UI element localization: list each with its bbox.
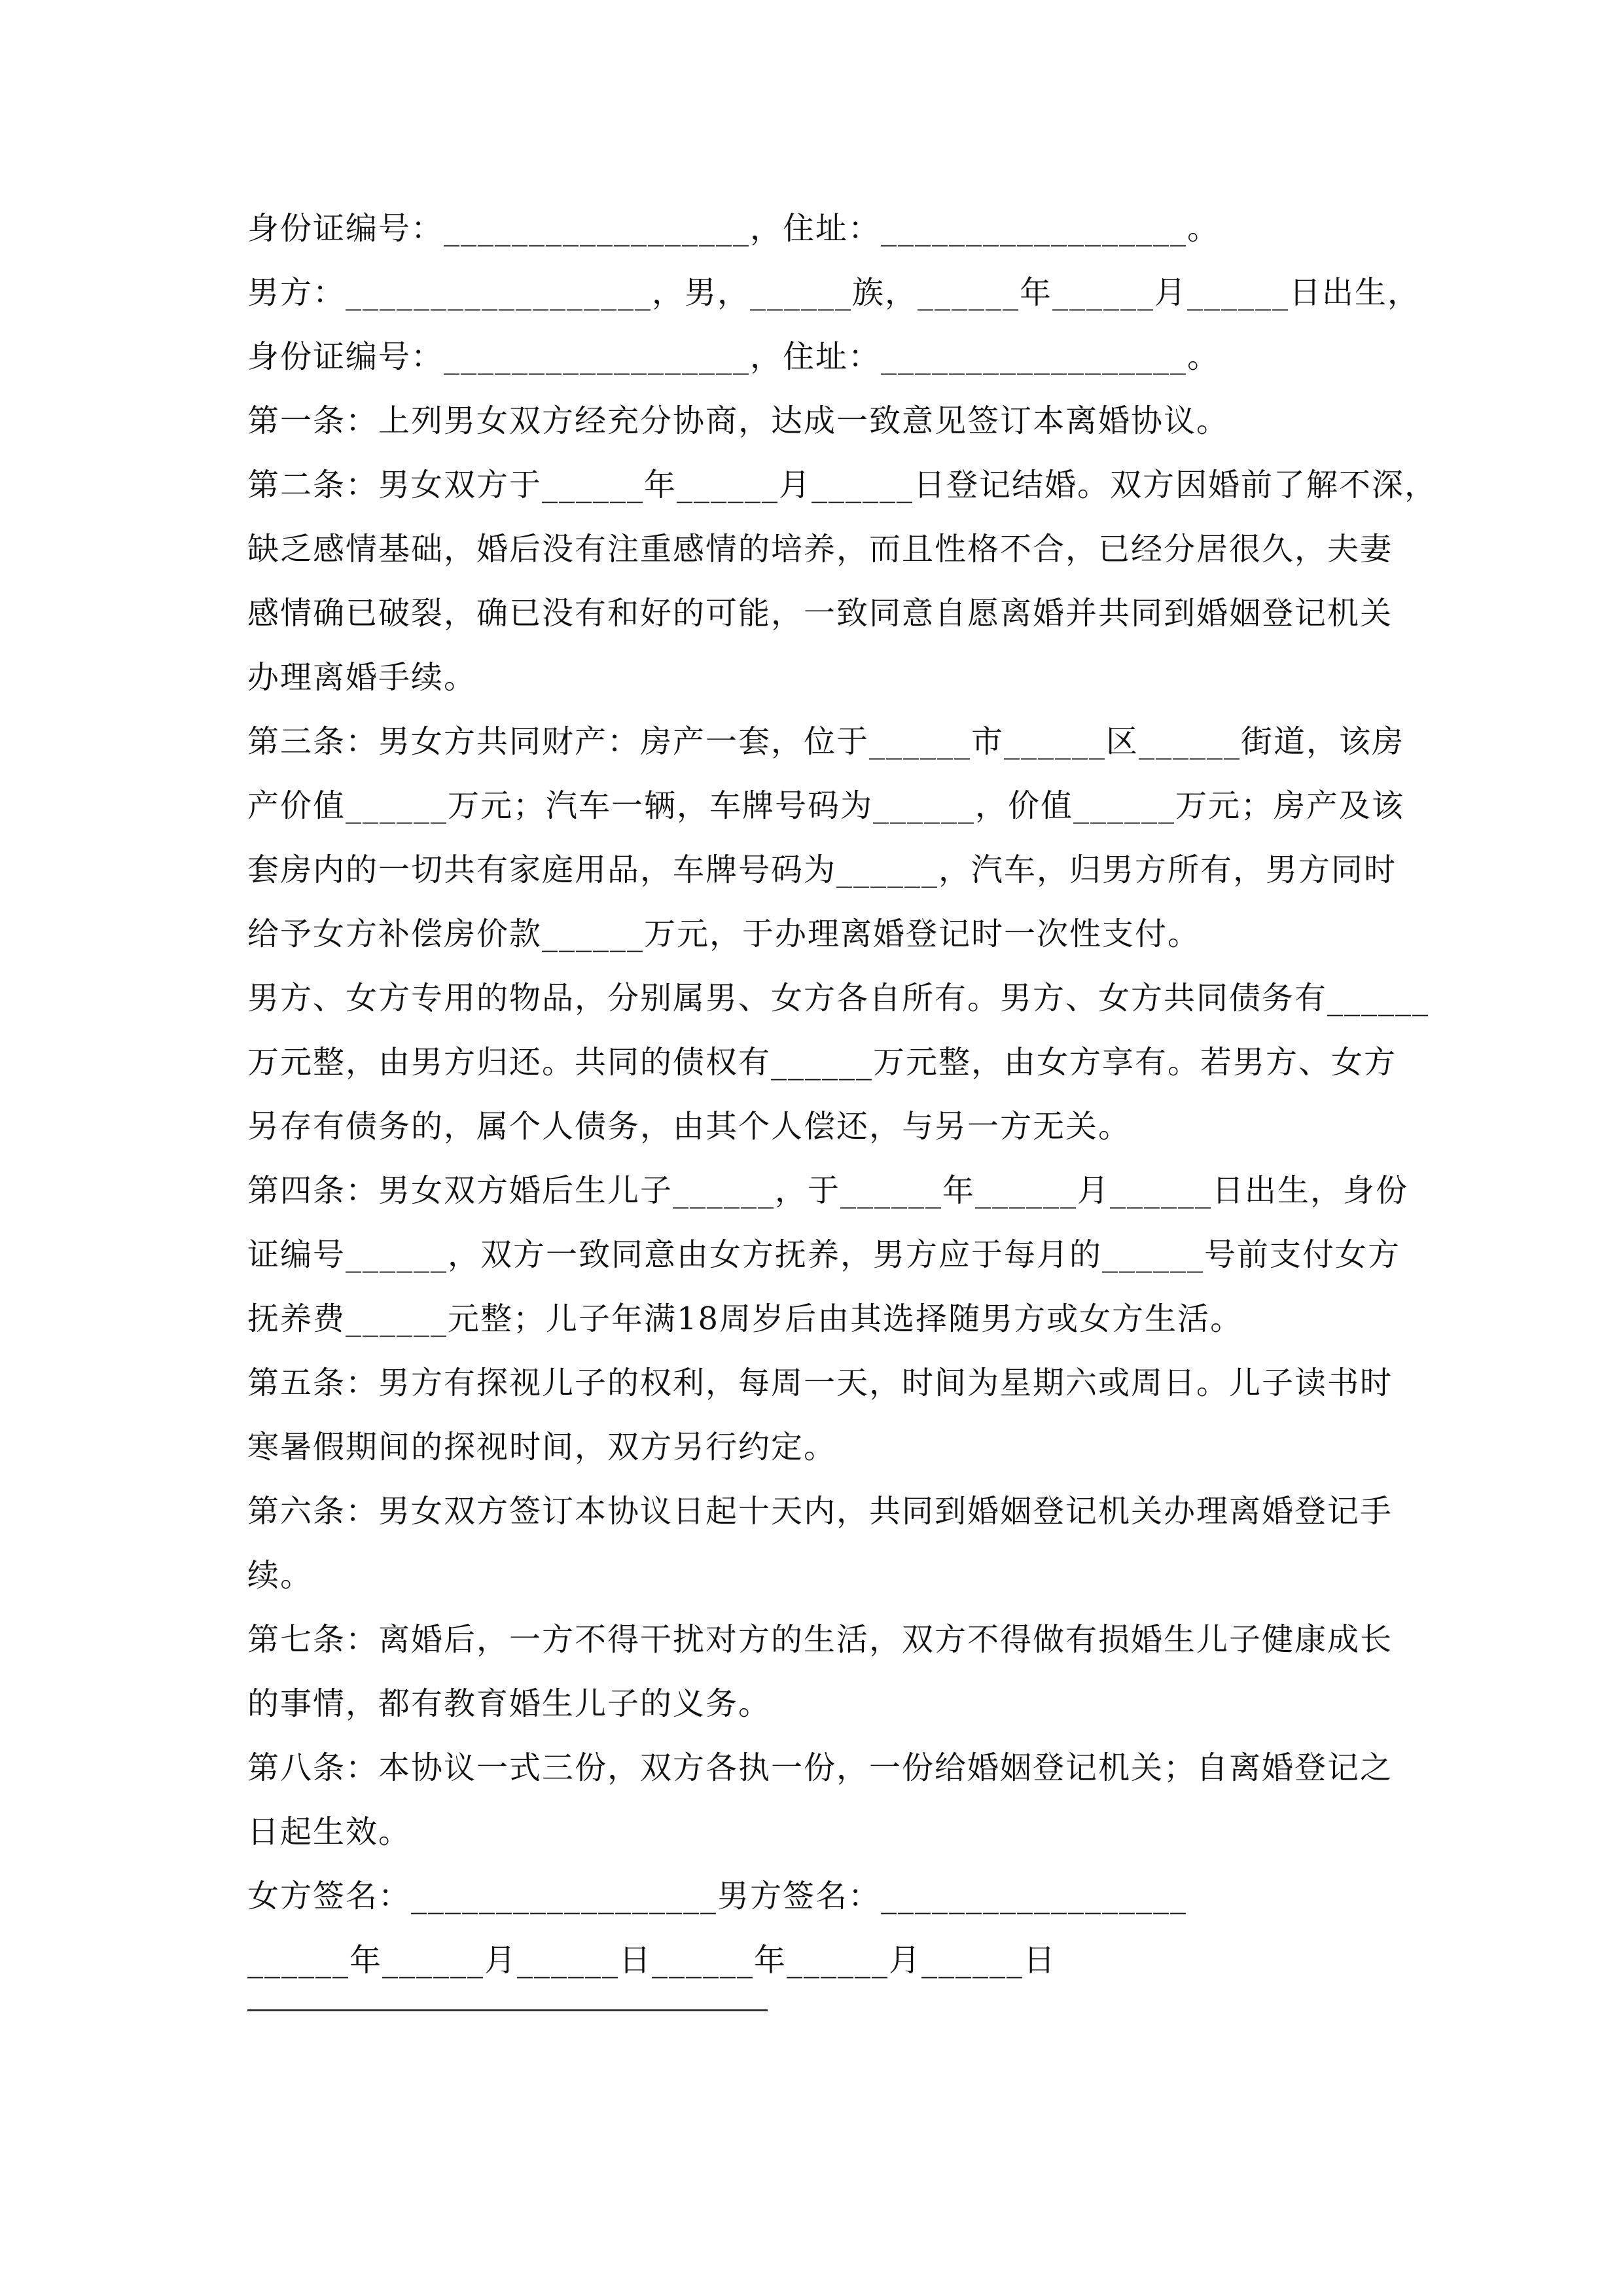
text-line: 万元整，由男方归还。共同的债权有______万元整，由女方享有。若男方、女方 xyxy=(247,1044,1397,1081)
text-line: 日起生效。 xyxy=(247,1814,412,1850)
article-1: 第一条：上列男女双方经充分协商，达成一致意见签订本离婚协议。 xyxy=(247,403,1230,439)
article-2: 第二条：男女双方于______年______月______日登记结婚。双方因婚前了解不深， xyxy=(247,467,1438,503)
article-7: 第七条：离婚后，一方不得干扰对方的生活，双方不得做有损婚生儿子健康成长 xyxy=(247,1621,1393,1658)
text-line: 给予女方补偿房价款______万元，于办理离婚登记时一次性支付。 xyxy=(247,916,1201,952)
article-6: 第六条：男女双方签订本协议日起十天内，共同到婚姻登记机关办理离婚登记手 xyxy=(247,1493,1393,1530)
text-line: 续。 xyxy=(247,1557,313,1594)
text-line: 男方、女方专用的物品，分别属男、女方各自所有。男方、女方共同债务有______ xyxy=(247,980,1430,1016)
date-line: ______年______月______日______年______月______日 xyxy=(247,1942,1057,1979)
separator-line xyxy=(247,2009,768,2011)
article-8: 第八条：本协议一式三份，双方各执一份，一份给婚姻登记机关；自离婚登记之 xyxy=(247,1749,1393,1786)
text-line: 身份证编号：__________________，住址：__________________。 xyxy=(247,210,1221,247)
document-body xyxy=(247,196,1438,1992)
text-line: 办理离婚手续。 xyxy=(247,659,477,696)
article-4: 第四条：男女双方婚后生儿子______，于______年______月______日出生，身份 xyxy=(247,1172,1409,1209)
text-line: 缺乏感情基础，婚后没有注重感情的培养，而且性格不合，已经分居很久，夫妻 xyxy=(247,531,1393,567)
text-line: 男方：__________________，男，______族，______年______月______日出生， xyxy=(247,274,1421,311)
text-line: 抚养费______元整；儿子年满18周岁后由其选择随男方或女方生活。 xyxy=(247,1300,1243,1337)
text-line: 身份证编号：__________________，住址：__________________。 xyxy=(247,338,1221,375)
text-line: 另存有债务的，属个人债务，由其个人偿还，与另一方无关。 xyxy=(247,1108,1132,1145)
article-5: 第五条：男方有探视儿子的权利，每周一天，时间为星期六或周日。儿子读书时 xyxy=(247,1365,1393,1401)
text-line: 寒暑假期间的探视时间，双方另行约定。 xyxy=(247,1429,837,1465)
text-line: 证编号______，双方一致同意由女方抚养，男方应于每月的______号前支付女方 xyxy=(247,1236,1401,1273)
text-line: 的事情，都有教育婚生儿子的义务。 xyxy=(247,1685,772,1722)
signature-line: 女方签名：__________________男方签名：__________________ xyxy=(247,1878,1188,1914)
text-line: 感情确已破裂，确已没有和好的可能，一致同意自愿离婚并共同到婚姻登记机关 xyxy=(247,595,1393,632)
text-line: 产价值______万元；汽车一辆，车牌号码为______，价值______万元；房产及该 xyxy=(247,787,1405,824)
text-line: 套房内的一切共有家庭用品，车牌号码为______，汽车，归男方所有，男方同时 xyxy=(247,852,1397,888)
article-3: 第三条：男女方共同财产：房产一套，位于______市______区______街道，该房 xyxy=(247,723,1405,760)
